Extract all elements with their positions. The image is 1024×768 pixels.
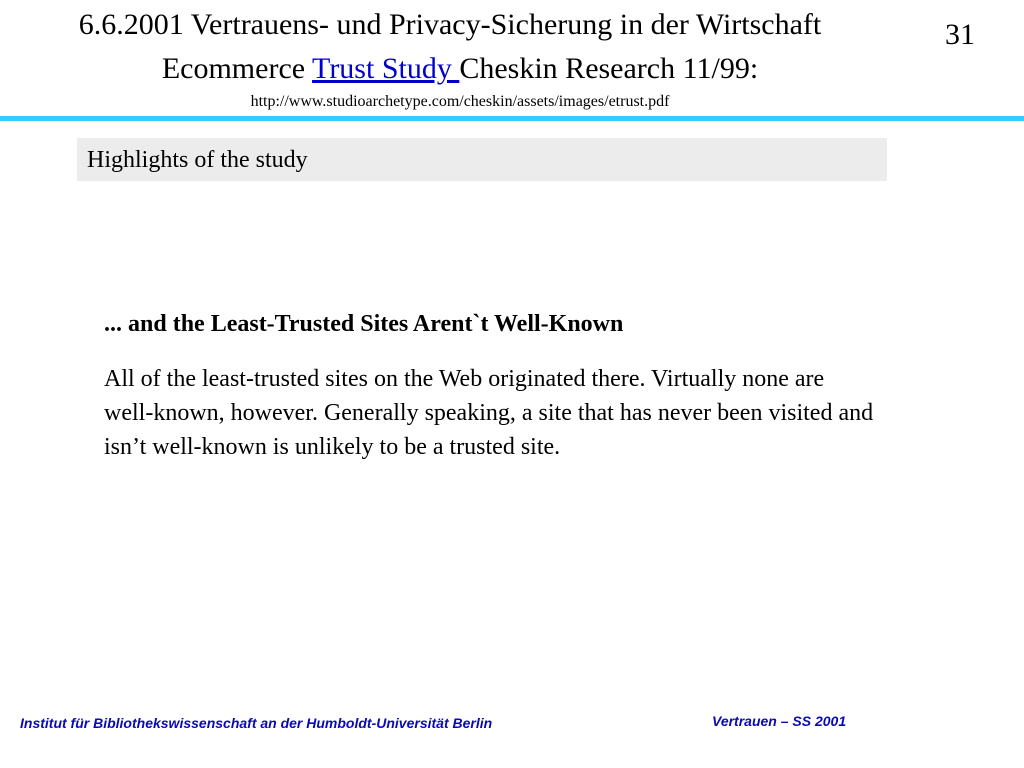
title-suffix: Cheskin Research 11/99: (459, 52, 759, 85)
content-paragraph: All of the least-trusted sites on the Web originated there. Virtually none are well-known, however. Generally speaking, a site that has never been visited and isn’t well-known is unlikely to be a trusted site. (104, 366, 874, 460)
source-url: http://www.studioarchetype.com/cheskin/assets/images/etrust.pdf (250, 93, 670, 110)
slide-number: 31 (945, 18, 975, 51)
slide-title-line2 (0, 52, 920, 86)
slide-title-line1: 6.6.2001 Vertrauens- und Privacy-Sicherung in der Wirtschaft (78, 8, 822, 41)
section-title: Highlights of the study (87, 147, 308, 173)
footer-course: Vertrauen – SS 2001 (712, 713, 847, 729)
slide-content (104, 308, 874, 464)
title-prefix: Ecommerce (161, 52, 313, 85)
section-header-bar (77, 138, 887, 181)
footer-institute: Institut für Bibliothekswissenschaft an der Humboldt-Universität Berlin (20, 715, 493, 731)
trust-study-link[interactable]: Trust Study (312, 52, 460, 85)
header-divider (0, 116, 1024, 121)
content-heading: ... and the Least-Trusted Sites Arent`t Well-Known (104, 311, 624, 337)
